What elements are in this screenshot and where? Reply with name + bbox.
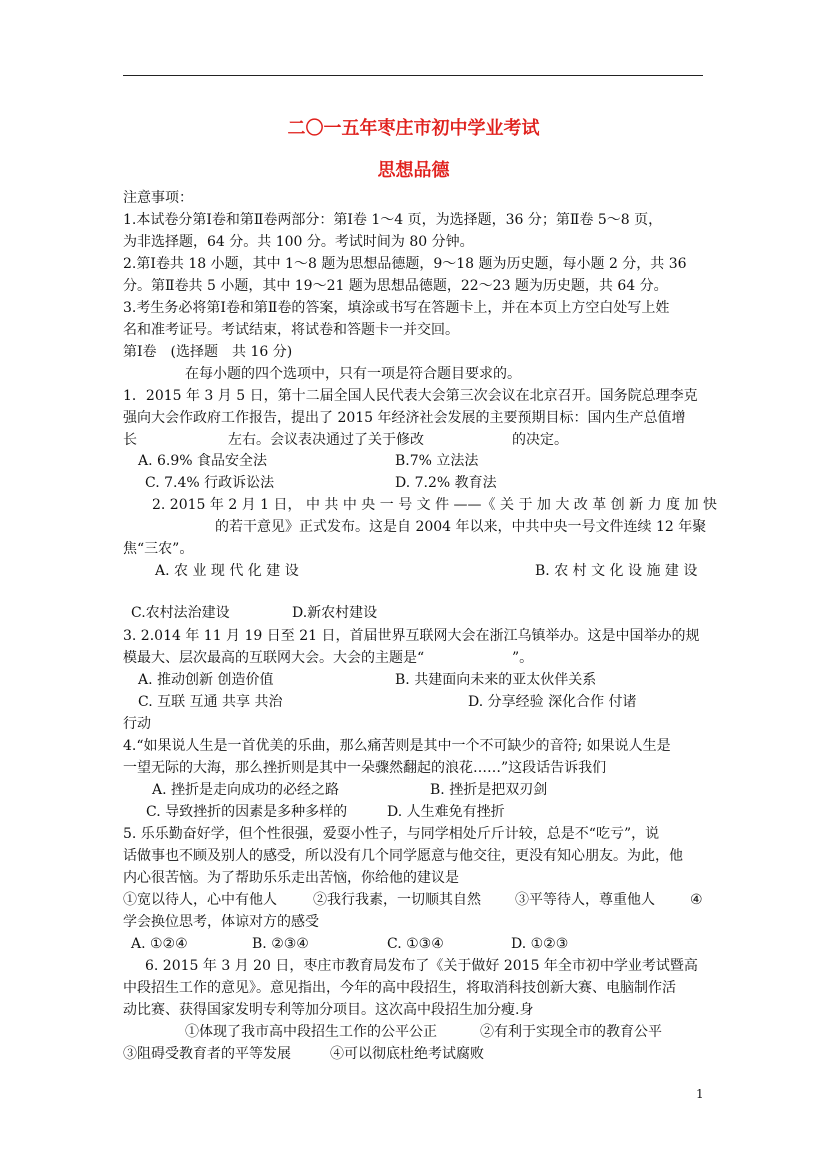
q3-text-b2: ”。 — [512, 650, 534, 666]
header-rule — [123, 75, 703, 76]
page-number: 1 — [696, 1087, 704, 1101]
q5-option-b: B. ②③④ — [252, 936, 309, 952]
exam-title: 二〇一五年枣庄市初中学业考试 — [287, 118, 540, 139]
q1-text-a: 1．2015 年 3 月 5 日，第十二届全国人民代表大会第三次会议在北京召开。国务院总理李克 — [123, 388, 698, 404]
note-2a: 2.第Ⅰ卷共 18 小题，其中 1～8 题为思想品德题，9～18 题为历史题，每小题 2 分，共 36 — [123, 256, 687, 272]
q4-text-a: 4.“如果说人生是一首优美的乐曲，那么痛苦则是其中一个不可缺少的音符; 如果说人生是 — [123, 738, 671, 754]
q3-option-d: D. 分享经验 深化合作 付诸 — [468, 694, 637, 710]
q3-option-c: C. 互联 互通 共享 共治 — [138, 694, 283, 710]
q5-option-c: C. ①③④ — [387, 936, 444, 952]
q5-option-d: D. ①②③ — [511, 936, 569, 952]
q1-text-c2: 左右。会议表决通过了关于修改 — [228, 432, 424, 448]
q4-option-d: D. 人生难免有挫折 — [387, 804, 505, 820]
q6-choice-1: ①体现了我市高中段招生工作的公平公正 — [185, 1024, 437, 1040]
q1-option-b: B.7% 立法法 — [395, 453, 479, 469]
q3-option-a: A. 推动创新 创造价值 — [138, 672, 274, 688]
q5-text-c: 内心很苦恼。为了帮助乐乐走出苦恼，你给他的建议是 — [123, 870, 459, 886]
notes-heading: 注意事项： — [123, 190, 193, 206]
q5-text-a: 5. 乐乐勤奋好学，但个性很强，爱耍小性子，与同学相处斤斤计较，总是不“吃亏”，说 — [123, 826, 660, 842]
q5-text-e: 学会换位思考，体谅对方的感受 — [123, 914, 319, 930]
q4-option-b: B. 挫折是把双刃剑 — [430, 782, 548, 798]
q4-option-a: A. 挫折是走向成功的必经之路 — [152, 782, 340, 798]
q6-choice-3: ③阻碍受教育者的平等发展 — [123, 1046, 291, 1062]
q5-choice-1: ①宽以待人，心中有他人 — [123, 892, 277, 908]
q4-text-b: 一望无际的大海，那么挫折则是其中一朵骤然翻起的浪花……”这段话告诉我们 — [123, 760, 607, 776]
q5-option-a: A. ①②④ — [131, 936, 188, 952]
q5-choice-2: ②我行我素，一切顺其自然 — [313, 892, 481, 908]
q3-option-d-cont: 行动 — [123, 716, 151, 732]
q3-option-b: B. 共建面向未来的亚太伙伴关系 — [395, 672, 597, 688]
note-2b: 分。第Ⅱ卷共 5 小题，其中 19～21 题为思想品德题，22～23 题为历史题，共 64 分。 — [123, 278, 668, 294]
instruction: 在每小题的四个选项中，只有一项是符合题目要求的。 — [185, 366, 521, 382]
q4-option-c: C. 导致挫折的因素是多种多样的 — [146, 804, 348, 820]
note-3a: 3.考生务必将第Ⅰ卷和第Ⅱ卷的答案，填涂或书写在答题卡上，并在本页上方空白处写上姓 — [123, 300, 670, 316]
note-1a: 1.本试卷分第Ⅰ卷和第Ⅱ卷两部分：第Ⅰ卷 1～4 页，为选择题，36 分；第Ⅱ卷 5～8 页， — [123, 212, 663, 228]
q6-text-b: 中段招生工作的意见》。意见指出，今年的高中段招生，将取消科技创新大赛、电脑制作活 — [123, 980, 676, 996]
q2-text-b: 的若干意见》正式发布。这是自 2004 年以来，中共中央一号文件连续 12 年聚 — [215, 519, 707, 535]
q6-choice-4: ④可以彻底杜绝考试腐败 — [330, 1046, 484, 1062]
q2-option-d: D.新农村建设 — [292, 605, 378, 621]
q2-option-c: C.农村法治建设 — [131, 605, 230, 621]
q1-option-a: A. 6.9% 食品安全法 — [138, 453, 268, 469]
q2-option-b: B. 农 村 文 化 设 施 建 设 — [535, 563, 698, 579]
q1-option-c: C. 7.4% 行政诉讼法 — [145, 475, 275, 491]
note-1b: 为非选择题，64 分。共 100 分。考试时间为 80 分钟。 — [123, 234, 474, 250]
note-3b: 名和准考证号。考试结束，将试卷和答题卡一并交回。 — [123, 322, 459, 338]
q6-choice-2: ②有利于实现全市的教育公平 — [480, 1024, 662, 1040]
q6-text-c: 动比赛、获得国家发明专利等加分项目。这次高中段招生加分瘦.身 — [123, 1002, 534, 1018]
q1-option-d: D. 7.2% 教育法 — [395, 475, 497, 491]
q6-text-a: 6. 2015 年 3 月 20 日，枣庄市教育局发布了《关于做好 2015 年全市初中学业考试暨高 — [145, 958, 698, 974]
q2-text-c: 焦“三农”。 — [123, 541, 194, 557]
q1-text-c3: 的决定。 — [512, 432, 568, 448]
q2-text-a: 2. 2015 年 2 月 1 日， 中 共 中 央 一 号 文 件 ——《 关 于 加 大 改 革 创 新 力 度 加 快 — [152, 497, 717, 513]
q1-text-b: 强向大会作政府工作报告，提出了 2015 年经济社会发展的主要预期目标：国内生产总值增 — [123, 410, 686, 426]
exam-subject: 思想品德 — [377, 160, 450, 181]
q1-text-c1: 长 — [123, 432, 137, 448]
q2-option-a: A. 农 业 现 代 化 建 设 — [155, 563, 299, 579]
q5-text-b: 话做事也不顾及别人的感受，所以没有几个同学愿意与他交往，更没有知心朋友。为此，他 — [123, 848, 683, 864]
q3-text-a: 3. 2.014 年 11 月 19 日至 21 日，首届世界互联网大会在浙江乌镇举办。这是中国举办的规 — [123, 628, 700, 644]
q5-choice-3: ③平等待人，尊重他人 — [515, 892, 655, 908]
section-heading: 第Ⅰ卷 (选择题 共 16 分) — [123, 344, 293, 360]
q3-text-b1: 模最大、层次最高的互联网大会。大会的主题是“ — [123, 650, 425, 666]
q5-choice-4: ④ — [690, 892, 703, 908]
